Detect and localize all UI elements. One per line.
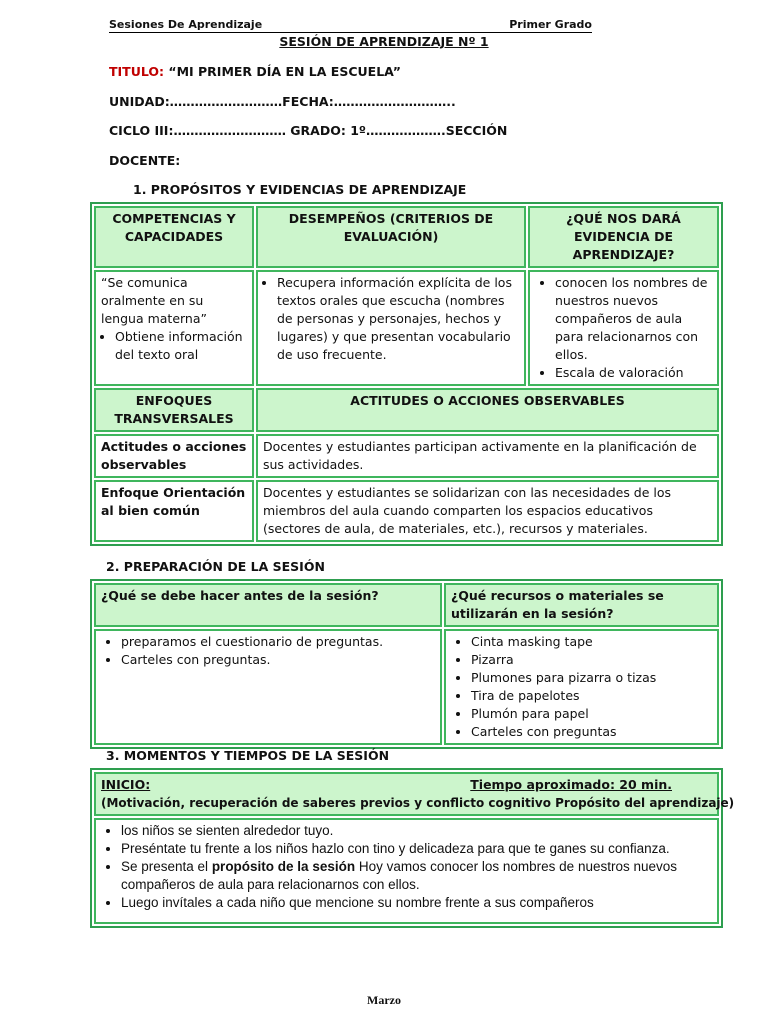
evidencia-item: • Escala de valoración xyxy=(555,364,712,382)
enfoque-label: Actitudes o acciones observables xyxy=(94,434,254,478)
competencia-cell xyxy=(94,270,254,386)
inicio-item: • Preséntate tu frente a los niños hazlo con tino y delicadeza para que te ganes su confianza. xyxy=(121,840,712,858)
capacidad-item: • Obtiene información del texto oral xyxy=(115,328,247,364)
session-title: SESIÓN DE APRENDIZAJE Nº 1 xyxy=(279,34,489,49)
desempeno-item: • Recupera información explícita de los textos orales que escucha (nombres de personas y personajes, hechos y lugares) y que presentan vocabulario de uso frecuente. xyxy=(277,274,519,364)
antes-list xyxy=(101,633,435,669)
evidencia-list xyxy=(535,274,712,382)
inicio-label: INICIO: xyxy=(101,777,151,792)
capacidad-list xyxy=(101,328,247,364)
recurso-item: • Tira de papelotes xyxy=(471,687,712,705)
section2-heading: 2. PREPARACIÓN DE LA SESIÓN xyxy=(106,559,325,574)
recurso-item: • Plumón para papel xyxy=(471,705,712,723)
header-left: Sesiones De Aprendizaje xyxy=(109,18,263,31)
inicio-item: • los niños se sienten alrededor tuyo. xyxy=(121,822,712,840)
competencias-header: COMPETENCIAS Y CAPACIDADES xyxy=(94,206,254,268)
momentos-table xyxy=(90,768,735,928)
proposito-pre: Se presenta el xyxy=(121,859,212,874)
titulo-line xyxy=(109,64,401,79)
preparacion-table xyxy=(90,579,723,749)
propositos-table xyxy=(90,202,723,546)
proposito-post: Hoy vamos conocer los nombres de nuestros nuevos compañeros de aula para relacionarnos con ellos. xyxy=(121,859,678,892)
docente-line: DOCENTE: xyxy=(109,153,181,168)
proposito-bold: propósito de la sesión xyxy=(211,859,356,874)
section1-heading: 1. PROPÓSITOS Y EVIDENCIAS DE APRENDIZAJE xyxy=(133,182,467,197)
page-header xyxy=(109,18,592,33)
antes-header: ¿Qué se debe hacer antes de la sesión? xyxy=(94,583,442,627)
section3-heading: 3. MOMENTOS Y TIEMPOS DE LA SESIÓN xyxy=(106,748,390,763)
evidencia-item: • conocen los nombres de nuestros nuevos compañeros de aula para relacionarnos con ellos. xyxy=(555,274,712,364)
inicio-item xyxy=(121,858,712,894)
evidencia-header: ¿QUÉ NOS DARÁ EVIDENCIA DE APRENDIZAJE? xyxy=(528,206,719,268)
tiempo-label: Tiempo aproximado: 20 min. xyxy=(470,777,672,792)
recurso-item: • Carteles con preguntas xyxy=(471,723,712,741)
inicio-header xyxy=(94,772,735,816)
antes-item: • Carteles con preguntas. xyxy=(121,651,435,669)
titulo-value: “MI PRIMER DÍA EN LA ESCUELA” xyxy=(164,64,401,79)
unidad-line: UNIDAD:………………………FECHA:……………………….. xyxy=(109,94,456,109)
desempenos-header: DESEMPEÑOS (CRITERIOS DE EVALUACIÓN) xyxy=(256,206,526,268)
antes-cell xyxy=(94,629,442,745)
recurso-item: • Pizarra xyxy=(471,651,712,669)
recursos-cell xyxy=(444,629,719,745)
ciclo-line: CICLO III:……………………… GRADO: 1º……………….SECCIÓN xyxy=(109,123,508,138)
enfoques-header: ENFOQUES TRANSVERSALES xyxy=(94,388,254,432)
inicio-list xyxy=(101,822,712,912)
inicio-description: (Motivación, recuperación de saberes previos y conflicto cognitivo Propósito del aprendizaje) xyxy=(101,796,735,810)
evidencia-cell xyxy=(528,270,719,386)
inicio-item: • Luego invítales a cada niño que mencione su nombre frente a sus compañeros xyxy=(121,894,712,912)
page-footer: Marzo xyxy=(367,993,401,1007)
header-right: Primer Grado xyxy=(509,18,592,31)
desempeno-list xyxy=(263,274,519,364)
enfoque-label: Enfoque Orientación al bien común xyxy=(94,480,254,542)
recurso-item: • Plumones para pizarra o tizas xyxy=(471,669,712,687)
recursos-header: ¿Qué recursos o materiales se utilizarán en la sesión? xyxy=(444,583,719,627)
titulo-label: TITULO: xyxy=(109,64,164,79)
recursos-list xyxy=(451,633,712,741)
recurso-item: • Cinta masking tape xyxy=(471,633,712,651)
enfoque-text: Docentes y estudiantes se solidarizan con las necesidades de los miembros del aula cuando comparten los espacios educativos (sectores de aula, de materiales, etc.), recursos y materiales. xyxy=(256,480,719,542)
inicio-cell xyxy=(94,818,719,924)
actitudes-header: ACTITUDES O ACCIONES OBSERVABLES xyxy=(256,388,719,432)
enfoque-text: Docentes y estudiantes participan activamente en la planificación de sus actividades. xyxy=(256,434,719,478)
desempeno-cell xyxy=(256,270,526,386)
antes-item: • preparamos el cuestionario de preguntas. xyxy=(121,633,435,651)
competencia-title: “Se comunica oralmente en su lengua materna” xyxy=(101,275,207,326)
